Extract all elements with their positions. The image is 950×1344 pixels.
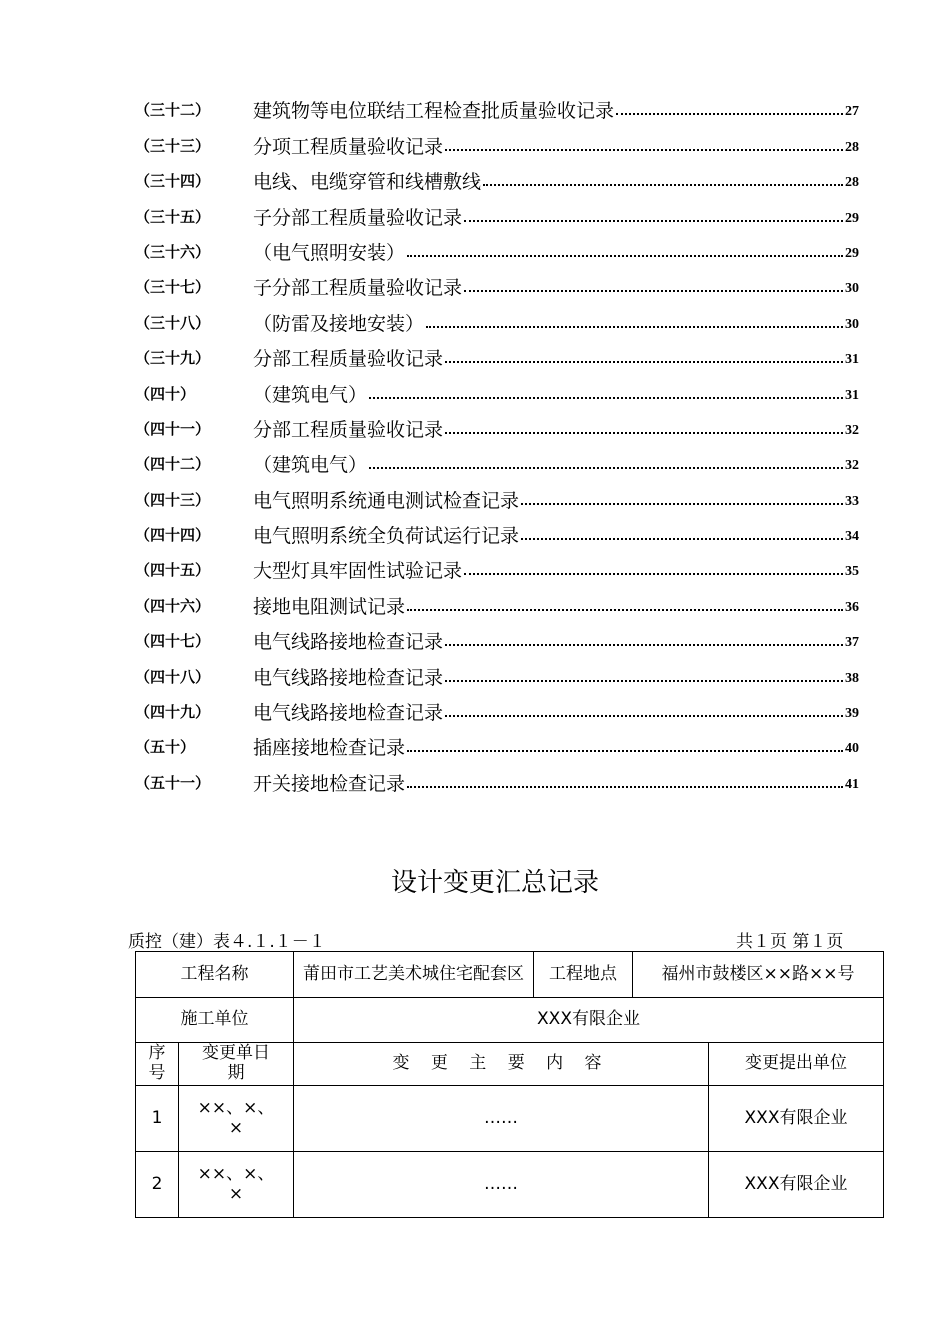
toc-leader	[616, 113, 843, 115]
toc-entry[interactable]	[135, 442, 859, 477]
toc-title: （建筑电气）	[253, 383, 368, 406]
toc-leader	[445, 432, 843, 434]
toc-entry[interactable]	[135, 690, 859, 725]
toc-page: 30	[845, 316, 859, 332]
toc-entry[interactable]	[135, 230, 859, 265]
toc-entry[interactable]	[135, 159, 859, 194]
row-proposer: XXX有限企业	[709, 1086, 884, 1152]
toc-title: （建筑电气）	[253, 454, 368, 477]
toc-leader	[445, 149, 843, 151]
toc-leader	[407, 255, 843, 257]
toc-title: 分部工程质量验收记录	[253, 418, 444, 441]
toc-page: 27	[845, 104, 859, 120]
toc-number: （三十四）	[135, 172, 211, 191]
toc-number: （四十九）	[135, 703, 211, 722]
toc-page: 29	[845, 210, 859, 226]
toc-entry[interactable]	[135, 619, 859, 654]
toc-number: （四十一）	[135, 419, 211, 438]
toc-leader	[445, 644, 843, 646]
document-title: 设计变更汇总记录	[390, 868, 599, 898]
toc-title: （防雷及接地安装）	[253, 312, 425, 335]
toc-page: 32	[845, 422, 859, 438]
toc-entry[interactable]	[135, 654, 859, 689]
toc-number: （四十六）	[135, 596, 211, 615]
toc-title: 大型灯具牢固性试验记录	[253, 560, 463, 583]
toc-title: 分部工程质量验收记录	[253, 348, 444, 371]
toc-title: 电气线路接地检查记录	[253, 702, 444, 725]
toc-leader	[445, 680, 843, 682]
header-content: 变 更 主 要 内 容	[294, 1043, 709, 1086]
toc-leader	[464, 573, 843, 575]
toc-number: （四十二）	[135, 455, 211, 474]
row-seq: 2	[136, 1152, 179, 1218]
toc-page: 31	[845, 352, 859, 368]
toc-entry[interactable]	[135, 407, 859, 442]
form-code: 质控（建）表４.１.１－１	[128, 932, 326, 952]
toc-entry[interactable]	[135, 194, 859, 229]
toc-number: （三十三）	[135, 136, 211, 155]
toc-number: （三十七）	[135, 278, 211, 297]
toc-title: 电气照明系统通电测试检查记录	[253, 489, 520, 512]
contractor-label: 施工单位	[136, 998, 294, 1043]
toc-leader	[407, 786, 843, 788]
toc-page: 30	[845, 281, 859, 297]
toc-number: （三十九）	[135, 349, 211, 368]
toc-number: （四十三）	[135, 490, 211, 509]
toc-leader	[407, 609, 843, 611]
toc-page: 38	[845, 670, 859, 686]
toc-number: （四十）	[135, 384, 196, 403]
toc-entry[interactable]	[135, 300, 859, 335]
toc-page: 36	[845, 599, 859, 615]
toc-leader	[521, 503, 843, 505]
toc-title: 子分部工程质量验收记录	[253, 277, 463, 300]
table-row	[136, 1086, 884, 1152]
toc-entry[interactable]	[135, 371, 859, 406]
toc-leader	[464, 290, 843, 292]
toc-title: 电气线路接地检查记录	[253, 666, 444, 689]
toc-title: 分项工程质量验收记录	[253, 135, 444, 158]
toc-number: （四十四）	[135, 526, 211, 545]
toc-entry[interactable]	[135, 88, 859, 123]
toc-title: 子分部工程质量验收记录	[253, 206, 463, 229]
table-of-contents	[135, 88, 859, 796]
toc-number: （五十一）	[135, 773, 211, 792]
toc-page: 39	[845, 706, 859, 722]
project-location-value: 福州市鼓楼区××路××号	[633, 952, 884, 998]
toc-page: 40	[845, 741, 859, 757]
row-date: ××、×、×	[179, 1152, 294, 1218]
toc-title: 电气照明系统全负荷试运行记录	[253, 525, 520, 548]
toc-title: 建筑物等电位联结工程检查批质量验收记录	[253, 100, 615, 123]
toc-page: 28	[845, 139, 859, 155]
toc-leader	[464, 220, 843, 222]
toc-page: 29	[845, 245, 859, 261]
row-proposer: XXX有限企业	[709, 1152, 884, 1218]
toc-number: （三十二）	[135, 101, 211, 120]
contractor-row	[136, 998, 884, 1043]
toc-number: （四十五）	[135, 561, 211, 580]
project-name-value: 莆田市工艺美术城住宅配套区	[294, 952, 534, 998]
toc-leader	[521, 538, 843, 540]
toc-page: 28	[845, 175, 859, 191]
toc-leader	[483, 184, 843, 186]
toc-leader	[445, 715, 843, 717]
toc-title: 电线、电缆穿管和线槽敷线	[253, 171, 482, 194]
toc-page: 33	[845, 493, 859, 509]
toc-entry[interactable]	[135, 336, 859, 371]
header-seq: 序号	[136, 1043, 179, 1086]
toc-leader	[445, 361, 843, 363]
design-change-table	[135, 951, 884, 1218]
row-content: ……	[294, 1086, 709, 1152]
toc-entry[interactable]	[135, 513, 859, 548]
row-content: ……	[294, 1152, 709, 1218]
toc-page: 34	[845, 529, 859, 545]
header-date: 变更单日 期	[179, 1043, 294, 1086]
toc-leader	[369, 397, 843, 399]
toc-entry[interactable]	[135, 477, 859, 512]
toc-number: （三十五）	[135, 207, 211, 226]
page-info: 共１页 第１页	[736, 932, 844, 952]
project-location-label: 工程地点	[534, 952, 633, 998]
toc-entry[interactable]	[135, 123, 859, 158]
toc-title: 开关接地检查记录	[253, 772, 406, 795]
toc-number: （四十八）	[135, 667, 211, 686]
toc-leader	[407, 750, 843, 752]
toc-page: 37	[845, 635, 859, 651]
toc-entry[interactable]	[135, 548, 859, 583]
toc-leader	[426, 326, 843, 328]
row-date: ××、×、×	[179, 1086, 294, 1152]
project-info-row	[136, 952, 884, 998]
toc-number: （三十六）	[135, 242, 211, 261]
toc-number: （四十七）	[135, 632, 211, 651]
project-name-label: 工程名称	[136, 952, 294, 998]
toc-page: 35	[845, 564, 859, 580]
toc-title: 插座接地检查记录	[253, 737, 406, 760]
row-seq: 1	[136, 1086, 179, 1152]
toc-title: （电气照明安装）	[253, 241, 406, 264]
toc-entry[interactable]	[135, 583, 859, 618]
toc-page: 41	[845, 776, 859, 792]
table-header-row	[136, 1043, 884, 1086]
toc-title: 电气线路接地检查记录	[253, 631, 444, 654]
table-row	[136, 1152, 884, 1218]
toc-title: 接地电阻测试记录	[253, 595, 406, 618]
toc-entry[interactable]	[135, 760, 859, 795]
toc-page: 31	[845, 387, 859, 403]
toc-page: 32	[845, 458, 859, 474]
toc-number: （三十八）	[135, 313, 211, 332]
toc-entry[interactable]	[135, 725, 859, 760]
toc-entry[interactable]	[135, 265, 859, 300]
header-proposer: 变更提出单位	[709, 1043, 884, 1086]
contractor-value: XXX有限企业	[294, 998, 884, 1043]
toc-number: （五十）	[135, 738, 196, 757]
toc-leader	[369, 467, 843, 469]
